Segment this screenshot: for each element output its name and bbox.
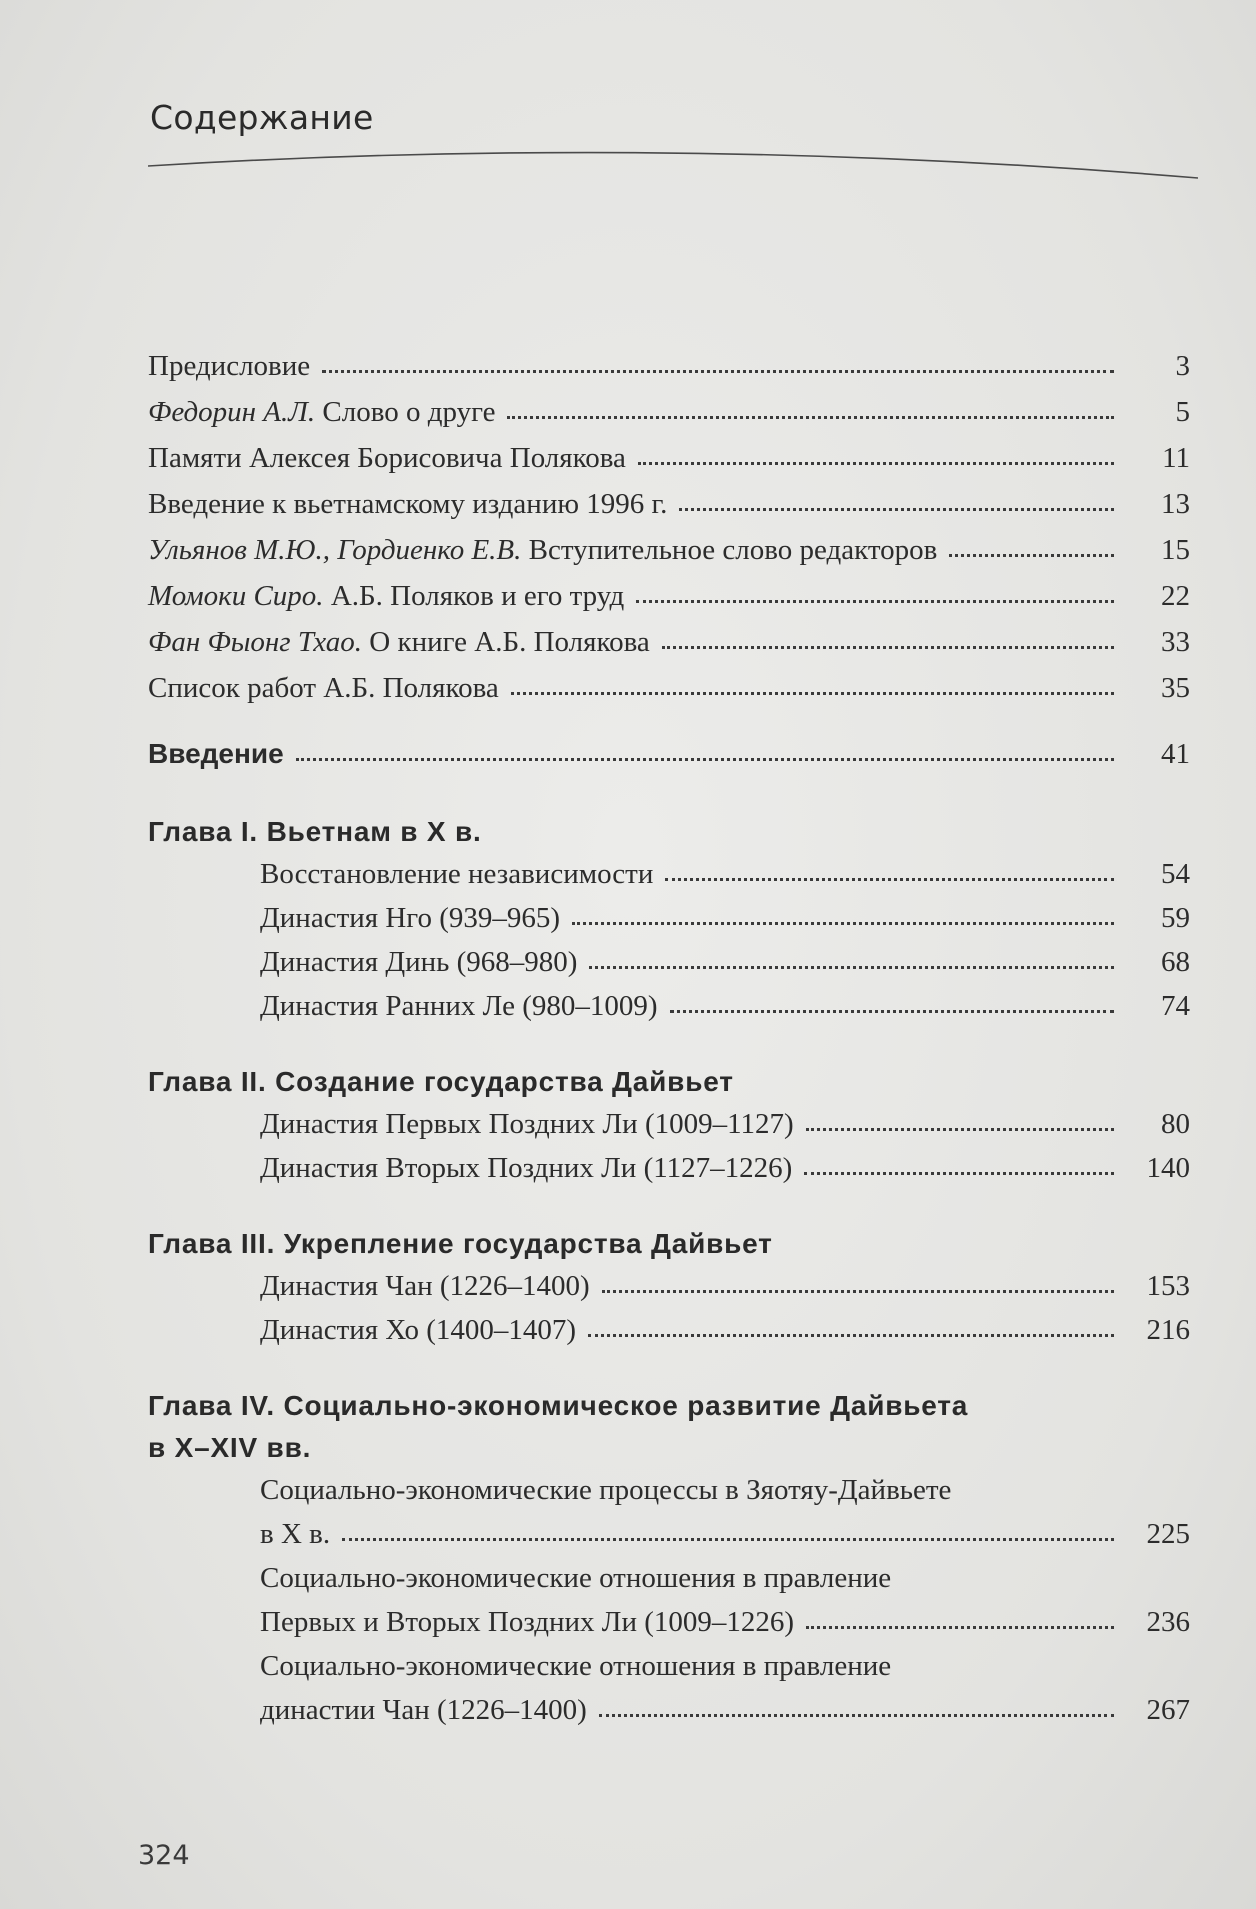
toc-entry-preface[interactable] bbox=[148, 350, 1190, 396]
toc-section[interactable] bbox=[148, 1606, 1190, 1650]
dot-leader bbox=[511, 692, 1114, 695]
toc-section[interactable] bbox=[148, 946, 1190, 990]
entry-title: Введение к вьетнамскому изданию 1996 г. bbox=[148, 488, 668, 520]
entry-page: 80 bbox=[1161, 1108, 1190, 1140]
entry-title: Предисловие bbox=[148, 350, 311, 382]
dot-leader bbox=[636, 600, 1114, 603]
entry-title: Первых и Вторых Поздних Ли (1009–1226) bbox=[260, 1606, 795, 1638]
dot-leader bbox=[507, 416, 1114, 419]
chapter-heading[interactable]: Глава IV. Социально-экономическое развитие Дайвьета bbox=[148, 1390, 969, 1421]
dot-leader bbox=[638, 462, 1114, 465]
entry-page: 74 bbox=[1161, 990, 1190, 1022]
dot-leader bbox=[670, 1010, 1114, 1013]
toc-section[interactable] bbox=[148, 858, 1190, 902]
toc-section-line[interactable]: Социально-экономические отношения в правление bbox=[260, 1562, 892, 1594]
entry-page: 35 bbox=[1161, 672, 1190, 704]
entry-page: 216 bbox=[1146, 1314, 1190, 1346]
entry-author: Момоки Сиро. bbox=[148, 580, 324, 612]
dot-leader bbox=[806, 1128, 1114, 1131]
dot-leader bbox=[572, 922, 1114, 925]
dot-leader bbox=[602, 1290, 1114, 1293]
entry-title: Слово о друге bbox=[322, 396, 496, 428]
entry-page: 13 bbox=[1161, 488, 1190, 520]
dot-leader bbox=[296, 758, 1114, 761]
dot-leader bbox=[599, 1714, 1114, 1717]
dot-leader bbox=[322, 370, 1114, 373]
entry-page: 140 bbox=[1146, 1152, 1190, 1184]
toc-entry-editors[interactable] bbox=[148, 534, 1190, 580]
entry-page: 236 bbox=[1146, 1606, 1190, 1638]
entry-author: Фан Фыонг Тхао. bbox=[148, 626, 363, 658]
table-of-contents bbox=[148, 350, 1190, 1738]
toc-entry-works-list[interactable] bbox=[148, 672, 1190, 718]
dot-leader bbox=[665, 878, 1114, 881]
entry-title: Династия Вторых Поздних Ли (1127–1226) bbox=[260, 1152, 793, 1184]
dot-leader bbox=[342, 1538, 1114, 1541]
toc-entry-phan[interactable] bbox=[148, 626, 1190, 672]
dot-leader bbox=[662, 646, 1114, 649]
page-number: 324 bbox=[138, 1840, 190, 1871]
entry-page: 5 bbox=[1175, 396, 1190, 428]
toc-section[interactable] bbox=[148, 1694, 1190, 1738]
entry-title: Восстановление независимости bbox=[260, 858, 654, 890]
entry-title: в X в. bbox=[260, 1518, 331, 1550]
entry-page: 267 bbox=[1146, 1694, 1190, 1726]
entry-page: 54 bbox=[1161, 858, 1190, 890]
toc-entry-viet-intro[interactable] bbox=[148, 488, 1190, 534]
entry-page: 22 bbox=[1161, 580, 1190, 612]
dot-leader bbox=[806, 1626, 1114, 1629]
toc-section[interactable] bbox=[148, 902, 1190, 946]
entry-title: Памяти Алексея Борисовича Полякова bbox=[148, 442, 626, 474]
entry-page: 15 bbox=[1161, 534, 1190, 566]
toc-section[interactable] bbox=[148, 1314, 1190, 1358]
chapter-heading[interactable]: Глава I. Вьетнам в X в. bbox=[148, 816, 482, 847]
page-title: Содержание bbox=[150, 98, 374, 137]
entry-page: 153 bbox=[1146, 1270, 1190, 1302]
entry-title: династии Чан (1226–1400) bbox=[260, 1694, 587, 1726]
entry-title: Династия Ранних Ле (980–1009) bbox=[260, 990, 658, 1022]
toc-entry-introduction[interactable] bbox=[148, 738, 1190, 784]
title-underline bbox=[148, 140, 1198, 180]
entry-page: 3 bbox=[1175, 350, 1190, 382]
entry-page: 59 bbox=[1161, 902, 1190, 934]
entry-title: Список работ А.Б. Полякова bbox=[148, 672, 499, 704]
toc-section[interactable] bbox=[148, 1152, 1190, 1196]
toc-entry-fedorin[interactable] bbox=[148, 396, 1190, 442]
dot-leader bbox=[804, 1172, 1114, 1175]
entry-title: Династия Чан (1226–1400) bbox=[260, 1270, 590, 1302]
entry-title: Вступительное слово редакторов bbox=[528, 534, 938, 566]
toc-section[interactable] bbox=[148, 1108, 1190, 1152]
entry-author: Федорин А.Л. bbox=[148, 396, 316, 428]
dot-leader bbox=[679, 508, 1114, 511]
chapter-heading[interactable]: Глава II. Создание государства Дайвьет bbox=[148, 1066, 734, 1097]
entry-title: О книге А.Б. Полякова bbox=[369, 626, 650, 658]
entry-title: Введение bbox=[148, 738, 284, 769]
dot-leader bbox=[589, 966, 1114, 969]
entry-title: Династия Нго (939–965) bbox=[260, 902, 561, 934]
entry-page: 68 bbox=[1161, 946, 1190, 978]
toc-section[interactable] bbox=[148, 1270, 1190, 1314]
entry-title: Династия Динь (968–980) bbox=[260, 946, 578, 978]
entry-title: Династия Хо (1400–1407) bbox=[260, 1314, 577, 1346]
toc-section-line[interactable]: Социально-экономические процессы в Зяотяу-Дайвьете bbox=[260, 1474, 952, 1506]
toc-section-line[interactable]: Социально-экономические отношения в правление bbox=[260, 1650, 892, 1682]
toc-section[interactable] bbox=[148, 1518, 1190, 1562]
entry-author: Ульянов М.Ю., Гордиенко Е.В. bbox=[148, 534, 522, 566]
dot-leader bbox=[588, 1334, 1114, 1337]
dot-leader bbox=[949, 554, 1114, 557]
chapter-heading-cont: в X–XIV вв. bbox=[148, 1432, 312, 1463]
entry-title: А.Б. Поляков и его труд bbox=[330, 580, 625, 612]
entry-page: 41 bbox=[1161, 738, 1190, 770]
toc-entry-momoki[interactable] bbox=[148, 580, 1190, 626]
entry-page: 11 bbox=[1162, 442, 1190, 474]
entry-page: 33 bbox=[1161, 626, 1190, 658]
entry-title: Династия Первых Поздних Ли (1009–1127) bbox=[260, 1108, 794, 1140]
toc-section[interactable] bbox=[148, 990, 1190, 1034]
chapter-heading[interactable]: Глава III. Укрепление государства Дайвьет bbox=[148, 1228, 773, 1259]
toc-entry-memory[interactable] bbox=[148, 442, 1190, 488]
entry-page: 225 bbox=[1146, 1518, 1190, 1550]
